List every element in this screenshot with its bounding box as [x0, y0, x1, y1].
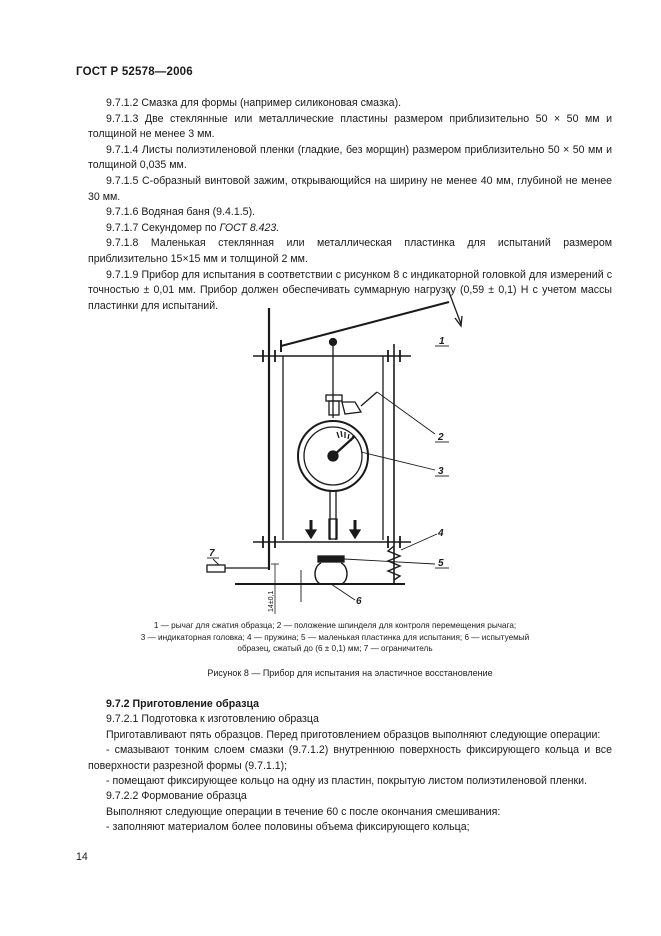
lever — [281, 302, 449, 346]
figure-label-5: 5 — [438, 558, 444, 569]
section-9-7-2 — [88, 697, 612, 836]
paragraph: 9.7.1.6 Водяная баня (9.4.1.5). — [106, 206, 256, 219]
paragraph — [88, 221, 612, 237]
stop — [207, 565, 225, 572]
paragraph: 9.7.1.8 Маленькая стеклянная или металлическая пластинка для испытаний размером приблизительно 15×15 мм и толщиной 2 мм. — [88, 237, 612, 265]
section-heading: 9.7.2 Приготовление образца — [106, 698, 260, 710]
paragraph-text: 9.7.1.7 Секундомер по — [106, 221, 217, 234]
figure-label-1: 1 — [439, 336, 445, 347]
figure-label-6: 6 — [356, 596, 362, 607]
standard-reference: ГОСТ 8.423. — [219, 221, 280, 234]
figure-legend — [100, 620, 570, 655]
apparatus-drawing — [205, 284, 471, 614]
paragraph: Приготавливают пять образцов. Перед приготовлением образцов выполняют следующие операции: — [106, 728, 601, 741]
page-number: 14 — [76, 851, 88, 863]
dimension-label: 14±0,1 — [268, 590, 275, 612]
paragraph: 9.7.1.4 Листы полиэтиленовой пленки (гладкие, без морщин) размером приблизительно 50 × 50 мм и толщиной 0,035 мм. — [88, 143, 612, 172]
figure-label-7: 7 — [209, 548, 215, 559]
paragraph: 9.7.1.9 Прибор для испытания в соответствии с рисунком 8 с индикаторной головкой для измерений с точностью ± 0,01 мм. Прибор должен обеспечивать суммарную нагрузку (0,59 ± 0,1) Н с учетом массы пластинки для испытаний. — [88, 268, 612, 312]
list-item: - заполняют материалом более половины объема фиксирующего кольца; — [106, 821, 470, 834]
paragraph: 9.7.2.2 Формование образца — [106, 790, 247, 803]
body-text — [88, 96, 612, 314]
paragraph: 9.7.1.2 Смазка для формы (например силиконовая смазка). — [106, 97, 402, 109]
paragraph: 9.7.1.5 С-образный винтовой зажим, открывающийся на ширину не менее 40 мм, глубиной не менее 30 мм. — [88, 174, 612, 203]
test-apparatus-figure — [205, 284, 471, 614]
list-item: - помещают фиксирующее кольцо на одну из пластин, покрытую листом полиэтиленовой пленки. — [106, 775, 588, 788]
figure-label-4: 4 — [438, 528, 444, 539]
figure-label-3: 3 — [438, 466, 444, 477]
paragraph: 9.7.1.3 Две стеклянные или металлические пластины размером приблизительно 50 × 50 мм и толщиной не менее 3 мм. — [88, 112, 612, 141]
figure-label-2: 2 — [438, 432, 444, 443]
test-plate — [318, 556, 344, 562]
document-header: ГОСТ Р 52578—2006 — [76, 66, 193, 78]
list-item: - смазывают тонким слоем смазки (9.7.1.2) внутреннюю поверхность фиксирующего кольца и все поверхности разрезной формы (9.7.1.1); — [88, 744, 612, 772]
specimen — [315, 563, 347, 584]
legend-line: образец, сжатый до (6 ± 0,1) мм; 7 — ограничитель — [237, 644, 433, 654]
legend-line: 1 — рычаг для сжатия образца; 2 — положение шпинделя для контроля перемещения рычага; — [153, 621, 517, 630]
figure-title: Рисунок 8 — Прибор для испытания на эластичное восстановление — [207, 668, 493, 678]
legend-line: 3 — индикаторная головка; 4 — пружина; 5 — маленькая пластинка для испытания; 6 — испытуемый — [140, 632, 530, 642]
paragraph: Выполняют следующие операции в течение 60 с после окончания смешивания: — [106, 805, 501, 818]
paragraph: 9.7.2.1 Подготовка к изготовлению образца — [106, 713, 319, 726]
